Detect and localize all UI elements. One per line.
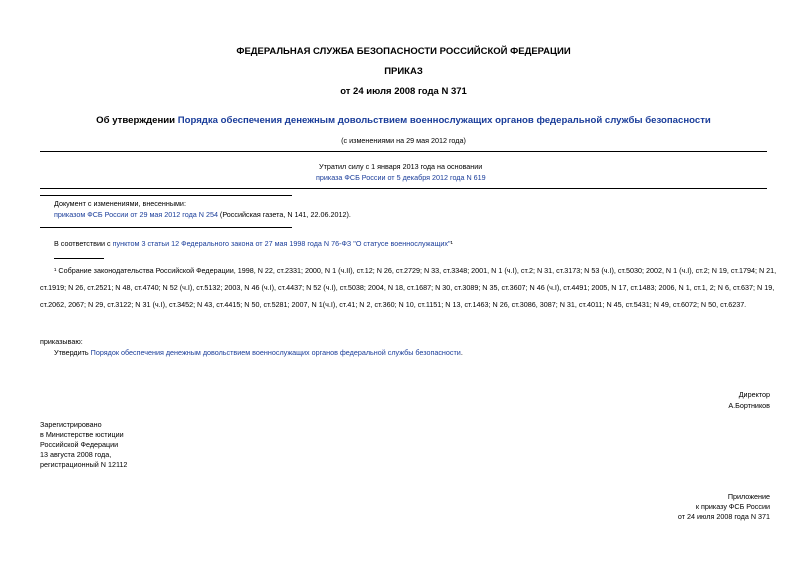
title-prefix: Об утверждении [96, 115, 178, 126]
expired-link[interactable]: приказа ФСБ России от 5 декабря 2012 года N 619 [316, 173, 486, 182]
appendix-line: от 24 июля 2008 года N 371 [677, 512, 770, 521]
registration-line: Зарегистрировано [40, 420, 102, 429]
preamble-prefix: В соответствии с [54, 239, 113, 248]
expired-text: Утратил силу с 1 января 2013 года на основании [319, 162, 483, 171]
changes-line [54, 210, 351, 220]
registration-line: Российской Федерации [40, 440, 119, 449]
doc-type: ПРИКАЗ [384, 66, 423, 77]
order-text [54, 348, 463, 358]
footnote-text: Собрание законодательства Российской Федерации, 1998, N 22, ст.2331; 2000, N 1 (ч.II), ст.12; N 26, ст.2729; N 33, ст.3348; 2001, N 1 (ч.I), ст.2; N 31, ст.3173; N 53 (ч.I), ст.5030; 2002, N 1 (ч.I), ст.2; N 19, ст.1794; N 21, ст.1919; N 26, ст.2521; N 48, ст.4740; N 52 (ч.I), ст.5132; 2003, N 46 (ч.I), ст.4437; N 52 (ч.I), ст.5038; 2004, N 18, ст.1687; N 30, ст.3089; N 35, ст.3607; N 46 (ч.I), ст.4491; 2005, N 17, ст.1483; 2006, N 1, ст.1, 2; N 6, ст.637; N 19, ст.2062, 2067; N 29, ст.3122; N 31 (ч.I), ст.3452; N 43, ст.4415; N 50, ст.5281; 2007, N 1(ч.I), ст.41; N 2, ст.360; N 10, ст.1151; N 13, ст.1463; N 26, ст.3086, 3087; N 31, ст.4011; N 45, ст.5431; N 49, ст.6072; N 50, ст.6237. [40, 266, 777, 309]
divider-line [40, 227, 292, 228]
registration-line: 13 августа 2008 года, [40, 450, 112, 459]
footnote-separator [54, 258, 104, 259]
preamble-footmark: ¹ [450, 239, 453, 248]
footnote-mark: ¹ [54, 266, 57, 275]
divider-line [40, 151, 292, 152]
registration-line: регистрационный N 12112 [40, 460, 128, 469]
agency-name: ФЕДЕРАЛЬНАЯ СЛУЖБА БЕЗОПАСНОСТИ РОССИЙСКОЙ ФЕДЕРАЦИИ [236, 46, 571, 57]
order-link[interactable]: Порядок обеспечения денежным довольствием военнослужащих органов федеральной службы безопасности [90, 348, 461, 357]
page-title [0, 115, 807, 126]
footnote [40, 262, 795, 313]
order-prefix: Утвердить [54, 348, 91, 357]
signature-name: А.Бортников [728, 401, 770, 410]
appendix-line: Приложение [727, 492, 770, 501]
registration-line: в Министерстве юстиции [40, 430, 124, 439]
preamble [54, 239, 453, 249]
appendix-line: к приказу ФСБ России [695, 502, 770, 511]
amendments-note: (с изменениями на 29 мая 2012 года) [341, 136, 466, 145]
appendix-block [678, 492, 770, 522]
registration-block [40, 420, 127, 470]
divider-line [40, 188, 292, 189]
changes-link[interactable]: приказом ФСБ России от 29 мая 2012 года N 254 [54, 210, 218, 219]
order-label: приказываю: [40, 337, 83, 346]
divider-line [40, 195, 292, 196]
signature-position: Директор [738, 390, 770, 399]
changes-source: (Российская газета, N 141, 22.06.2012). [217, 210, 351, 219]
doc-date-number: от 24 июля 2008 года N 371 [340, 86, 467, 97]
divider-line [292, 151, 767, 152]
divider-line [292, 188, 767, 189]
preamble-link[interactable]: пунктом 3 статьи 12 Федерального закона от 27 мая 1998 года N 76-ФЗ "О статусе военнослужащих" [112, 239, 451, 248]
order-suffix: . [460, 348, 463, 357]
title-link[interactable]: Порядка обеспечения денежным довольствием военнослужащих органов федеральной службы безопасности [177, 115, 711, 126]
changes-label: Документ с изменениями, внесенными: [54, 199, 186, 208]
